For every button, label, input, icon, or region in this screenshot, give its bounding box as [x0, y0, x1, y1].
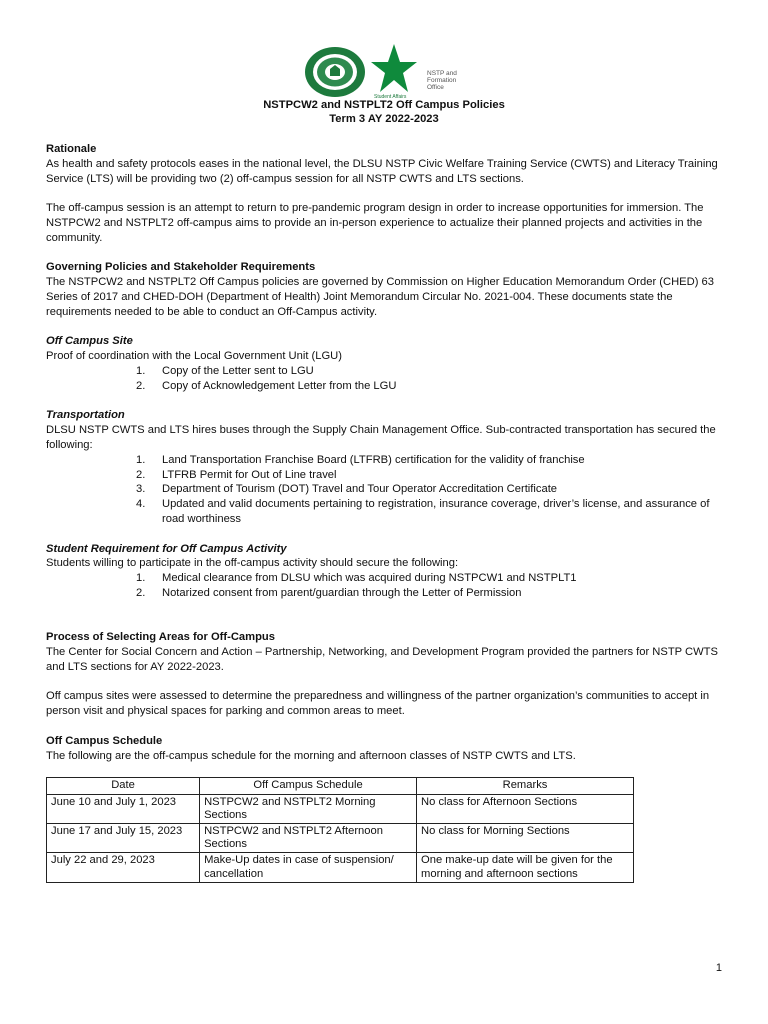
column-header-remarks: Remarks: [417, 778, 634, 794]
table-cell: No class for Morning Sections: [417, 824, 634, 853]
table-cell: One make-up date will be given for the morning and afternoon sections: [417, 853, 634, 882]
list-item: 3. Department of Tourism (DOT) Travel and Tour Operator Accreditation Certificate: [136, 483, 558, 496]
schedule-heading: Off Campus Schedule: [46, 734, 163, 747]
student-intro: Students willing to participate in the off-campus activity should secure the following:: [46, 557, 459, 570]
rationale-heading: Rationale: [46, 143, 97, 155]
dlsu-seal-icon: [304, 46, 366, 98]
table-row: [47, 824, 634, 853]
header-logos: [300, 42, 480, 102]
list-item: 2. Copy of Acknowledgement Letter from the LGU: [136, 379, 397, 392]
office-label: NSTP and Formation Office: [427, 70, 457, 91]
governing-heading: Governing Policies and Stakeholder Requirements: [46, 261, 316, 274]
column-header-date: Date: [47, 778, 200, 794]
table-row: [47, 853, 634, 882]
list-item: 4. Updated and valid documents pertaining to registration, insurance coverage, driver’s license, and assurance of road worthiness: [136, 498, 710, 525]
table-cell: June 17 and July 15, 2023: [47, 824, 200, 853]
process-paragraph-1: The Center for Social Concern and Action – Partnership, Networking, and Development Program provided the partners for NSTP CWTS and LTS sections for AY 2022-2023.: [46, 646, 718, 673]
table-cell: NSTPCW2 and NSTPLT2 Afternoon Sections: [200, 824, 417, 853]
student-affairs-star-icon: [370, 42, 418, 94]
document-body: [46, 142, 726, 883]
table-cell: June 10 and July 1, 2023: [47, 794, 200, 823]
table-row: [47, 794, 634, 823]
governing-paragraph: The NSTPCW2 and NSTPLT2 Off Campus policies are governed by Commission on Higher Education Memorandum Order (CHED) 63 Series of 2017 and CHED-DOH (Department of Health) Joint Memorandum Circular No. 2021-004. These documents state the requirements needed to be able to conduct an Off-Campus activity.: [46, 276, 714, 318]
transport-list: [46, 453, 726, 527]
document-subtitle: Term 3 AY 2022-2023: [329, 113, 439, 125]
student-list: [46, 571, 726, 601]
page-number: 1: [715, 962, 722, 974]
schedule-table: [46, 777, 634, 882]
rationale-paragraph-1: As health and safety protocols eases in the national level, the DLSU NSTP Civic Welfare Training Service (CWTS) and Literacy Training Service (LTS) will be providing two (2) off-campus session for all NSTP CWTS and LTS sections.: [46, 157, 718, 185]
list-item: 1. Medical clearance from DLSU which was acquired during NSTPCW1 and NSTPLT1: [136, 572, 577, 585]
table-cell: July 22 and 29, 2023: [47, 853, 200, 882]
process-heading: Process of Selecting Areas for Off-Campus: [46, 631, 275, 644]
column-header-schedule: Off Campus Schedule: [200, 778, 417, 794]
rationale-paragraph-2: The off-campus session is an attempt to return to pre-pandemic program design in order to increase opportunities for immersion. The NSTPCW2 and NSTPLT2 off-campus aims to provide an in-person experience to actualize their planned projects and activities in the community.: [46, 202, 704, 244]
list-item: 1. Copy of the Letter sent to LGU: [136, 364, 314, 377]
site-intro: Proof of coordination with the Local Government Unit (LGU): [46, 350, 342, 363]
student-heading: Student Requirement for Off Campus Activity: [46, 542, 287, 555]
table-cell: Make-Up dates in case of suspension/ cancellation: [200, 853, 417, 882]
list-item: 1. Land Transportation Franchise Board (LTFRB) certification for the validity of franchise: [136, 453, 585, 466]
transport-heading: Transportation: [46, 409, 125, 422]
student-affairs-label: Student Affairs: [374, 94, 407, 100]
list-item: 2. LTFRB Permit for Out of Line travel: [136, 468, 337, 481]
document-title: NSTPCW2 and NSTPLT2 Off Campus Policies: [263, 99, 505, 111]
schedule-intro: The following are the off-campus schedule for the morning and afternoon classes of NSTP CWTS and LTS.: [46, 749, 576, 762]
transport-intro: DLSU NSTP CWTS and LTS hires buses through the Supply Chain Management Office. Sub-contracted transportation has secured the following:: [46, 424, 716, 451]
site-heading: Off Campus Site: [46, 335, 133, 348]
site-list: [46, 364, 726, 394]
list-item: 2. Notarized consent from parent/guardian through the Letter of Permission: [136, 586, 522, 599]
table-cell: No class for Afternoon Sections: [417, 794, 634, 823]
process-paragraph-2: Off campus sites were assessed to determine the preparedness and willingness of the partner organization’s communities to accept in person visit and physical spaces for parking and common areas to meet.: [46, 690, 710, 718]
document-title-block: [0, 98, 768, 126]
table-header-row: [47, 778, 634, 794]
table-cell: NSTPCW2 and NSTPLT2 Morning Sections: [200, 794, 417, 823]
